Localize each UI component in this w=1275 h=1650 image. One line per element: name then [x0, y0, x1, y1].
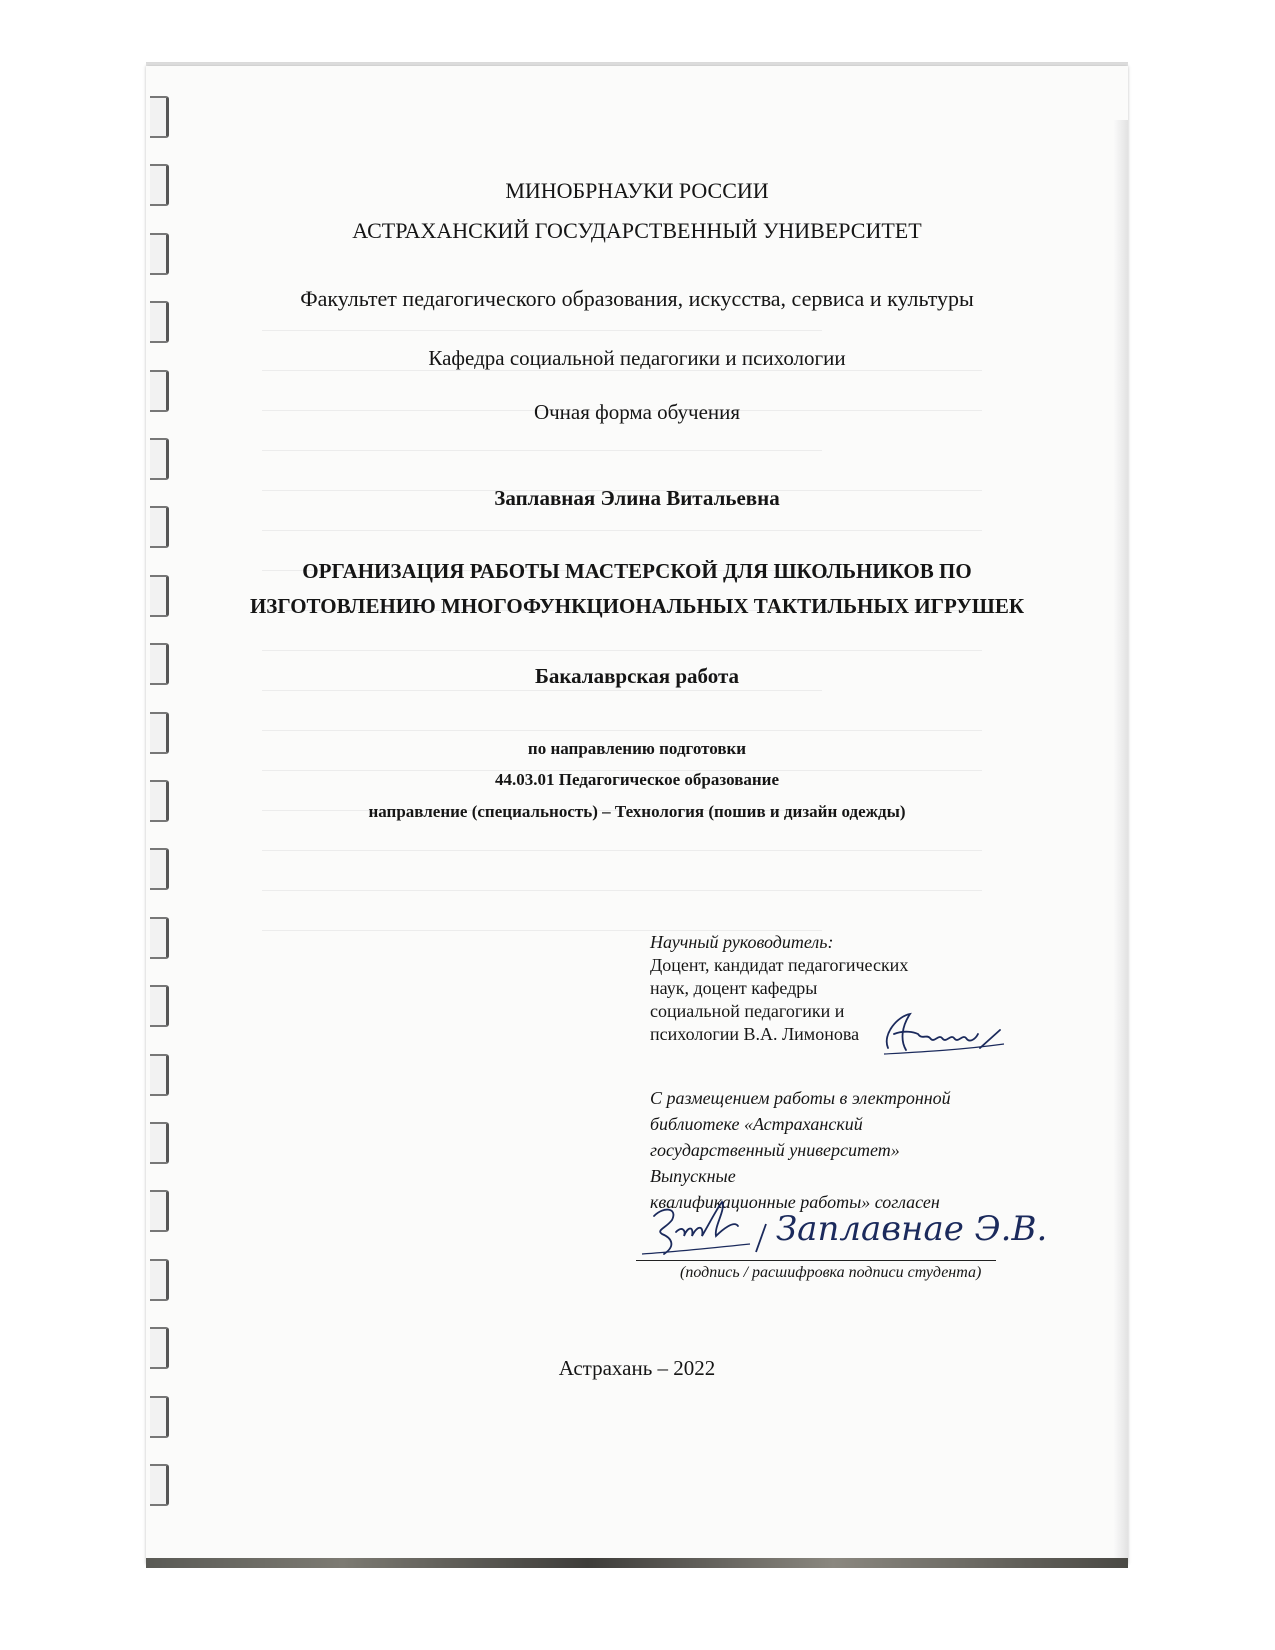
direction-profile: направление (специальность) – Технология (пошив и дизайн одежды) [368, 802, 906, 821]
signature-slash [752, 1220, 772, 1256]
work-type: Бакалаврская работа [534, 664, 740, 688]
binding-hole [150, 1396, 169, 1438]
binding-hole [150, 1190, 169, 1232]
page-right-edge [1114, 120, 1128, 1560]
spiral-binding [150, 96, 180, 1556]
city-year: Астрахань – 2022 [558, 1356, 716, 1380]
student-signature-mark [642, 1196, 752, 1268]
supervisor-line-2: наук, доцент кафедры [650, 978, 818, 998]
binding-hole [150, 917, 169, 959]
binding-hole [150, 1259, 169, 1301]
direction-label: по направлению подготовки [527, 739, 747, 758]
svg-text:Заплавнае Э.В.: Заплавнае Э.В. [776, 1209, 1048, 1249]
signature-caption: (подпись / расшифровка подписи студента) [680, 1264, 982, 1281]
thesis-title-line-1: ОРГАНИЗАЦИЯ РАБОТЫ МАСТЕРСКОЙ ДЛЯ ШКОЛЬНИКОВ ПО [302, 559, 972, 583]
binding-hole [150, 1054, 169, 1096]
consent-line-3: государственный университет» [650, 1140, 900, 1160]
student-signature-block [636, 1209, 1048, 1292]
supervisor-heading: Научный руководитель: [650, 932, 834, 952]
ministry-heading: МИНОБРНАУКИ РОССИИ [505, 178, 769, 203]
binding-hole [150, 506, 169, 548]
binding-hole [150, 96, 169, 138]
university-heading: АСТРАХАНСКИЙ ГОСУДАРСТВЕННЫЙ УНИВЕРСИТЕТ [352, 218, 922, 243]
thesis-title-line-2: ИЗГОТОВЛЕНИЮ МНОГОФУНКЦИОНАЛЬНЫХ ТАКТИЛЬНЫХ ИГРУШЕК [249, 594, 1025, 618]
signature-line [636, 1260, 996, 1261]
supervisor-line-4: психологии В.А. Лимонова [650, 1024, 860, 1044]
photo-background-edge [146, 1558, 1128, 1568]
consent-line-4: Выпускные [650, 1166, 736, 1186]
faculty-heading: Факультет педагогического образования, искусства, сервиса и культуры [300, 286, 974, 311]
department-heading: Кафедра социальной педагогики и психологии [428, 346, 846, 370]
binding-hole [150, 1464, 169, 1506]
direction-code: 44.03.01 Педагогическое образование [494, 770, 780, 789]
consent-line-1: С размещением работы в электронной [650, 1088, 951, 1108]
supervisor-line-1: Доцент, кандидат педагогических [650, 955, 909, 975]
binding-hole [150, 1122, 169, 1164]
supervisor-signature [880, 1004, 1010, 1064]
binding-hole [150, 848, 169, 890]
binding-hole [150, 438, 169, 480]
student-name-handwritten [774, 1182, 1048, 1264]
study-form: Очная форма обучения [533, 400, 741, 424]
consent-line-2: библиотеке «Астраханский [650, 1114, 863, 1134]
consent-line-5: квалификационные работы» согласен [650, 1192, 940, 1212]
author-name: Заплавная Элина Витальевна [494, 486, 780, 510]
binding-hole [150, 985, 169, 1027]
supervisor-line-3: социальной педагогики и [650, 1001, 845, 1021]
